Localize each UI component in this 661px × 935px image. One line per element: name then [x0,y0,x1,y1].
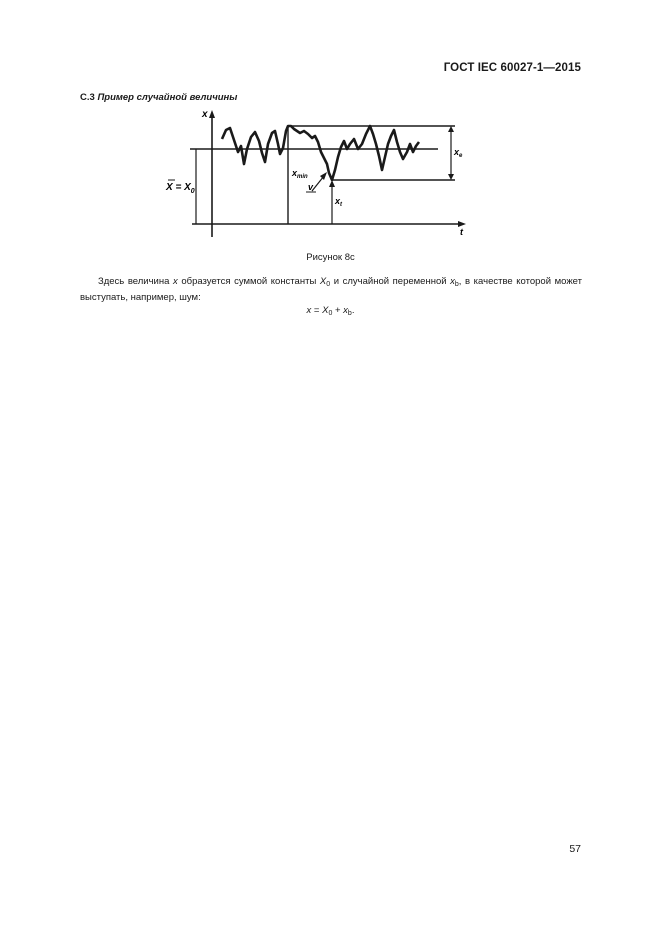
formula: $x = X_0 + x_b$. [306,305,355,317]
y-axis-arrow [209,110,215,118]
xt-label: $x_t$ [335,196,343,208]
min-label: $x_{min}$ [292,168,308,180]
random-variable-figure [160,104,480,244]
document-header: ГОСТ IEC 60027-1—2015 [443,62,581,74]
mean-label: $X = X_0$ [166,182,195,195]
page-number: 57 [569,843,581,855]
body-paragraph: Здесь величина x образуется суммой константы $X_0$ и случайной переменной $x_b$, в качестве которой может выступать, например, шум: [80,276,582,303]
v-arrow [312,176,324,191]
v-label: v [308,182,314,192]
section-title: Пример случайной величины [97,92,238,103]
noise-signal [222,126,419,180]
axis-x-label: x [202,109,208,120]
range-label: $x_e$ [454,147,463,159]
axis-t-label: t [460,227,463,237]
section-number: С.3 [80,92,95,103]
section-heading [80,92,237,103]
figure-caption: Рисунок 8с [306,252,355,263]
